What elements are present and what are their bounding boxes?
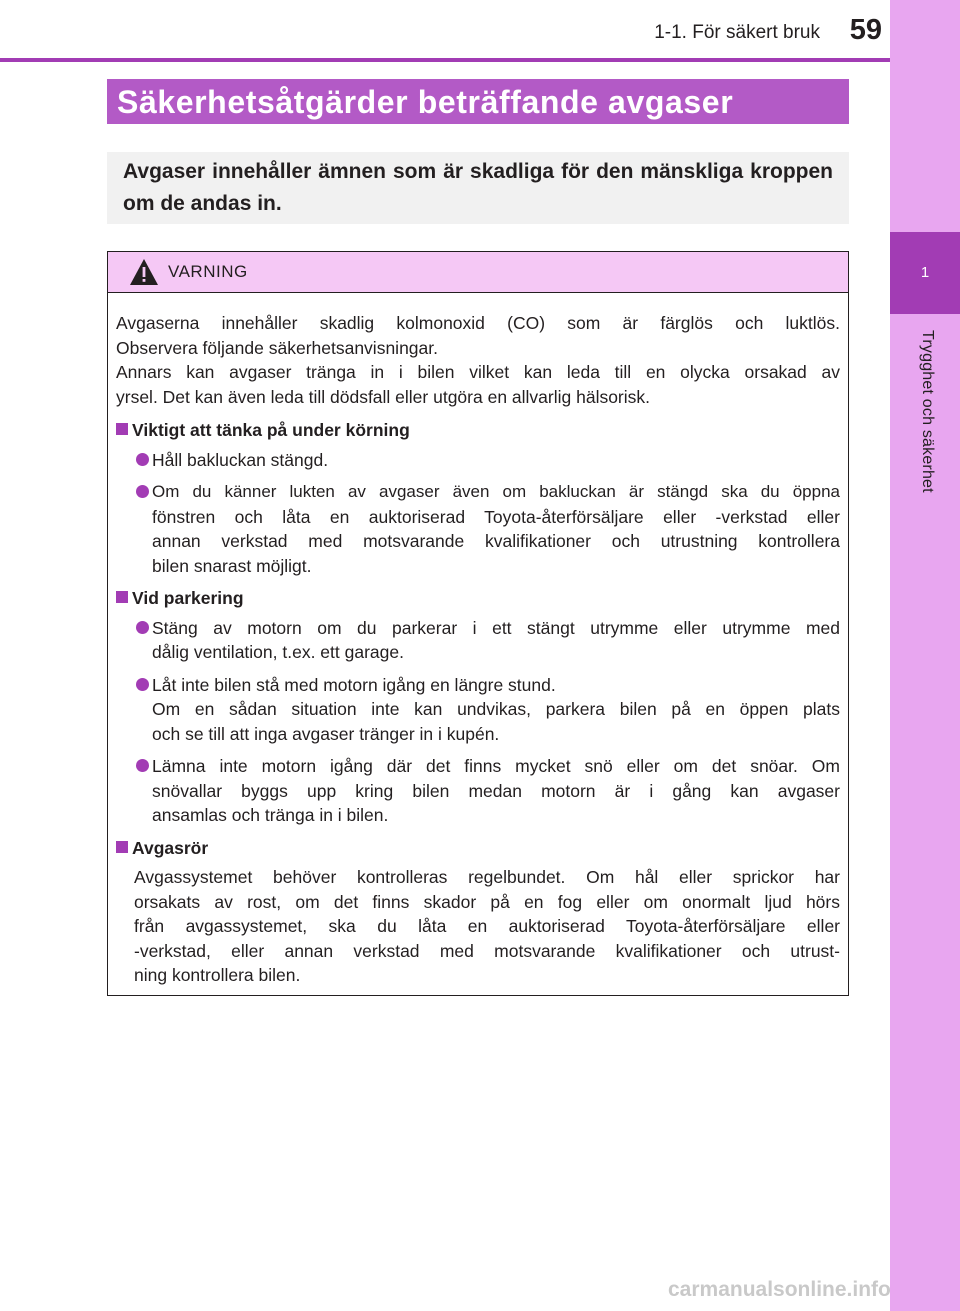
list-item [116, 480, 840, 578]
text-line: snövallar byggs upp kring bilen medan motorn är i gång kan avgaser [152, 780, 840, 801]
square-bullet-icon [116, 591, 128, 603]
warning-body [108, 293, 848, 988]
header-divider [0, 58, 890, 62]
warning-box [107, 251, 849, 996]
text-line: orsakats av rost, om det finns skador på en fog eller om onormalt ljud hörs [134, 891, 840, 912]
section-title-parking: Vid parkering [116, 586, 840, 611]
page-title: Säkerhetsåtgärder beträffande avgaser [107, 79, 849, 124]
text-line: Avgaserna innehåller skadlig kolmonoxid (CO) som är färglös och luktlös. [116, 313, 840, 333]
round-bullet-icon [136, 759, 149, 772]
text-line: ning kontrollera bilen. [134, 965, 301, 985]
section-title-driving: Viktigt att tänka på under körning [116, 418, 840, 443]
text-line: Annars kan avgaser tränga in i bilen vilket kan leda till en olycka orsakad av [116, 362, 840, 382]
section-header: 1-1. För säkert bruk [654, 22, 820, 43]
text-line: Låt inte bilen stå med motorn igång en längre stund. [152, 674, 556, 695]
text-line: yrsel. Det kan även leda till dödsfall eller utgöra en allvarlig hälsorisk. [116, 386, 651, 407]
text-line: bilen snarast möjligt. [152, 555, 312, 576]
text-line: Om du känner lukten av avgaser även om bakluckan är stängd ska du öppna [152, 482, 840, 501]
exhaust-paragraph [116, 865, 840, 988]
side-tab [890, 0, 960, 1311]
text-line: -verkstad, eller annan verkstad med motsvarande kvalifikationer och utrust- [134, 940, 840, 961]
round-bullet-icon [136, 485, 149, 498]
round-bullet-icon [136, 453, 149, 466]
text-line: ansamlas och tränga in i bilen. [152, 805, 389, 825]
warning-triangle-icon [129, 258, 159, 286]
text-line: dålig ventilation, t.ex. ett garage. [152, 642, 404, 662]
list-item [116, 673, 840, 747]
round-bullet-icon [136, 678, 149, 691]
text-line: annan verkstad med motsvarande kvalifikationer och utrustning kontrollera [152, 531, 840, 551]
section-title-exhaust-pipe: Avgasrör [116, 836, 840, 861]
page-number: 59 [849, 14, 882, 46]
intro-summary: Avgaser innehåller ämnen som är skadliga för den mänskliga kroppen om de andas in. [107, 152, 849, 224]
warning-label: VARNING [168, 262, 248, 281]
text-line: och se till att inga avgaser tränger in i kupén. [152, 723, 500, 744]
watermark: carmanualsonline.info [668, 1278, 891, 1301]
list-item [116, 754, 840, 828]
text-line: Observera följande säkerhetsanvisningar. [116, 337, 438, 358]
chapter-number: 1 [890, 232, 960, 314]
text-line: Stäng av motorn om du parkerar i ett stängt utrymme eller utrymme med [152, 617, 840, 638]
warning-header [108, 252, 848, 293]
warning-intro [116, 311, 840, 409]
list-item [116, 616, 840, 665]
square-bullet-icon [116, 841, 128, 853]
chapter-label: Trygghet och säkerhet [919, 330, 936, 493]
text-line: från avgassystemet, ska du låta en auktoriserad Toyota-återförsäljare eller [134, 916, 840, 936]
text-line: Lämna inte motorn igång där det finns mycket snö eller om det snöar. Om [152, 756, 840, 776]
text-line: Avgassystemet behöver kontrolleras regelbundet. Om hål eller sprickor har [134, 867, 840, 887]
list-item [116, 448, 840, 473]
round-bullet-icon [136, 621, 149, 634]
text-line: fönstren och låta en auktoriserad Toyota-återförsäljare eller -verkstad eller [152, 506, 840, 527]
text-line: Om en sådan situation inte kan undvikas, parkera bilen på en öppen plats [152, 699, 840, 719]
square-bullet-icon [116, 423, 128, 435]
text-line: Håll bakluckan stängd. [152, 449, 329, 470]
